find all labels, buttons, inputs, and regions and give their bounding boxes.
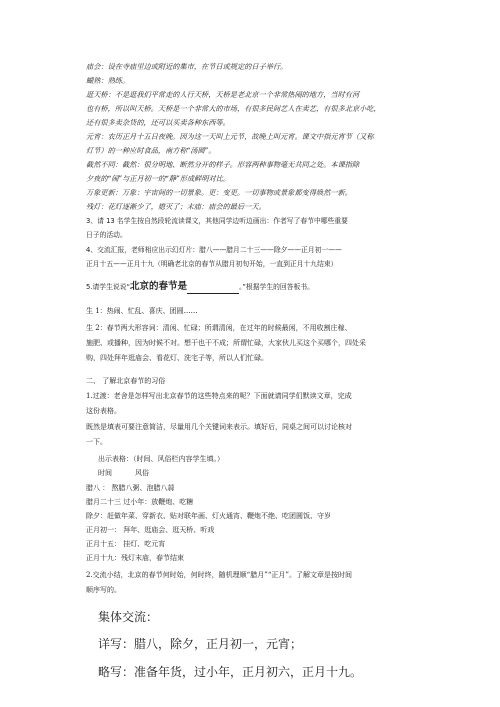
step-5-highlight: 北京的春节是 [130, 281, 188, 292]
vocab-line: 蝴熟：熟练。 [86, 76, 130, 85]
step-3: 3、请 13 名学生按自然段轮流读课文，其他同学边听边画出：作者写了春节中哪些重要 [86, 217, 348, 225]
step-4-cont: 正月十五——正月十九（明确老北京的春节从腊月初旬开始，一直到正月十九结束） [86, 260, 338, 268]
step-3-cont: 日子的活动。 [86, 231, 127, 239]
paragraph-line: 这份表格。 [86, 407, 121, 415]
answer-2-cont: 购，四处拜年逛庙会、看花灯、洗宅子等，所以人们忙碌。 [86, 354, 268, 362]
summary-line: 顺序写的。 [86, 586, 121, 594]
vocab-line: 也有桥，所以叫天桥。天桥是一个非常大的市场，有很多民间艺人在卖艺，有很多北京小吃， [86, 104, 381, 113]
table-header-custom: 风俗 [135, 469, 149, 477]
answer-blank [187, 284, 239, 294]
vocab-line: 还有很多卖杂货的，还可以买卖各种东西等。 [86, 118, 230, 127]
table-row: 除夕：赶做年菜、穿新衣、贴对联年画、灯火通宵、鞭炮不绝、吃团圆饭、守岁 [86, 512, 331, 520]
vocab-line: 元宵：农历正月十五日夜晚。因为这一天叫上元节，故晚上叫元宵。课文中指元宵节（又称 [86, 132, 374, 141]
vocab-line: 夕夜的“闹”与正月初一的“静”形成鲜明对比。 [86, 174, 231, 183]
vocab-line: 残灯：花灯逐渐少了，熄灭了；末庙：庙会的最后一天。 [86, 202, 266, 211]
bottom-heading: 集体交流： [98, 610, 159, 624]
vocab-line: 庙会：设在寺庙里边或附近的集市，在节日或规定的日子举行。 [86, 62, 288, 71]
answer-2: 生 2：春节两大形容词：清闲、忙碌；所谓清闲，在过年的时候最闲，不用收割庄稼、 [86, 324, 352, 332]
table-row: 正月初一： 拜年、逛庙会、逛天桥、听戏 [86, 526, 215, 534]
table-note: 出示表格：（时间、风俗栏内容学生填。） [98, 455, 224, 463]
brief-line: 略写：准备年货，过小年，正月初六，正月十九。 [98, 665, 363, 679]
answer-1: 生 1：热闹、忙乱、喜庆、团圆…… [86, 307, 198, 315]
answer-2-cont: 施肥、或播种，因为时候不对。想干也干不成；所谓忙碌，大家伙儿买这个买哪个，四处采 [86, 339, 366, 347]
table-row: 正月十五： 挂灯、吃元宵 [86, 540, 166, 548]
step-5 [86, 280, 314, 294]
paragraph-line: 1.过渡：老舍是怎样写出北京春节的这些特点来的呢？下面就请同学们默读文章，完成 [86, 392, 352, 400]
vocab-line: 逛天桥：不是逛我们平常走的人行天桥，天桥是老北京一个非常热闹的地方，当时有河 [86, 90, 360, 99]
vocab-line: 截然不同：截然：很分明地、断然分开的样子。形容两种事物毫无共同之处。本课指除 [86, 160, 360, 169]
vocab-line: 灯节）的一种应时食品，南方称“汤圆”。 [86, 146, 216, 155]
section-heading: 二、 了解北京春节的习俗 [86, 377, 166, 385]
table-header-time: 时间 [98, 469, 112, 477]
paragraph-line: 既然是填表可要注意简洁，尽量用几个关键词来表示。填好后，同桌之间可以讨论核对 [86, 423, 352, 431]
vocab-line: 万象更新：万象：宇宙间的一切景象。更：变更。一切事物或景象都变得焕然一新。 [86, 188, 352, 197]
table-row: 正月十九：残灯末庙，春节结束 [86, 554, 184, 562]
step-5-prefix: 5.请学生说说“ [86, 283, 130, 291]
table-row: 腊八 ： 熬腊八粥、泡腊八蒜 [86, 484, 175, 492]
step-4: 4、交流汇报，老师相应出示幻灯片：腊八——腊月二十三——除夕——正月初一—— [86, 246, 342, 254]
detail-line: 详写：腊八，除夕，正月初一，元宵； [98, 637, 303, 651]
step-5-suffix: 。”根据学生的回答板书。 [239, 283, 314, 291]
table-row: 腊月二十三 过小年：放鞭炮、吃糖 [86, 498, 194, 506]
paragraph-line: 一下。 [86, 438, 107, 446]
summary-line: 2.交流小结，北京的春节何时始，何时终，随机理顺“腊月”“正月”。了解文章是按时间 [86, 571, 352, 579]
